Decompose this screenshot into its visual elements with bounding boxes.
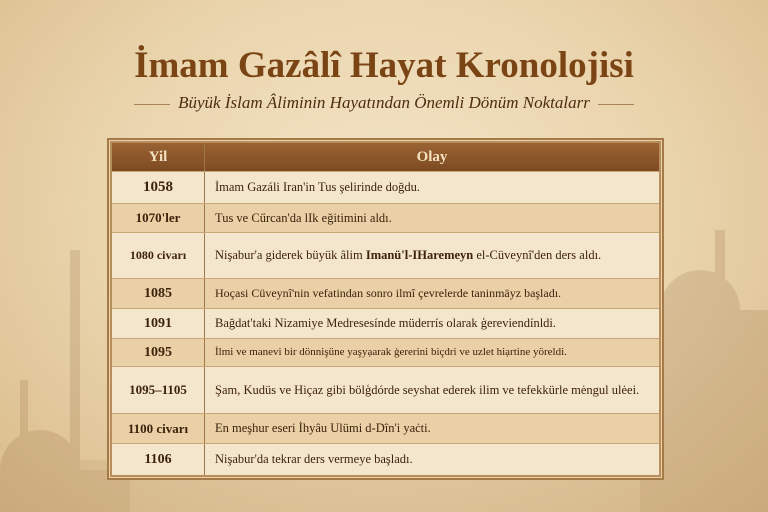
year-cell: 1085	[112, 279, 205, 308]
event-cell: Şam, Kudüs ve Hiçaz gibi bölģdórde seyshat ederek ilim ve tefekkürle mėngul ulėei.	[215, 382, 640, 397]
subtitle-wrap	[0, 93, 768, 113]
chronology-table	[110, 141, 661, 477]
table-row	[112, 308, 659, 338]
table-row	[112, 232, 659, 278]
table-row	[112, 203, 659, 232]
page-title: İmam Gazâlî Hayat Kronolojisi	[134, 45, 634, 86]
year-cell: 1106	[112, 444, 205, 475]
table-row	[112, 171, 659, 203]
year-cell: 1080 civarı	[112, 233, 205, 278]
event-cell: Nişabur'da tekrar ders vermeye başladı.	[215, 452, 413, 466]
table-row	[112, 413, 659, 443]
event-cell: Bağdat'taki Nizamiye Medresesínde müderrís olarak ģereviendínldi.	[215, 316, 557, 330]
table-row	[112, 278, 659, 308]
divider-right	[598, 104, 634, 105]
event-cell: İlmi ve manevi bir dönnişüne yaşyạarak ģererini biçdri ve uzlet hiạrtine yöreldi.	[215, 346, 567, 358]
event-cell: Hoçasi Cüveynî'nin vefatindan sonro ilmî çevrelerde taninmäyz başladı.	[215, 286, 562, 300]
year-cell: 1091	[112, 309, 205, 338]
header-year: Yil	[112, 143, 205, 171]
year-cell: 1095	[112, 339, 205, 366]
event-bold: Imanü'l-IHaremeyn	[365, 248, 474, 262]
table-header	[112, 143, 659, 171]
table-row	[112, 366, 659, 413]
year-cell: 1095–1105	[112, 367, 205, 413]
year-cell: 1100 civarı	[112, 414, 205, 443]
table-row	[112, 443, 659, 475]
year-cell: 1070'ler	[112, 204, 205, 232]
divider-left	[134, 104, 170, 105]
table-row	[112, 338, 659, 366]
event-cell: Tus ve Cűrcan'da lIk eğitimini aldı.	[215, 210, 392, 225]
year-cell: 1058	[112, 172, 205, 203]
subtitle: Büyük İslam Âliminin Hayatından Önemli Dönüm Noktalarr	[178, 93, 590, 112]
event-text: Nişabur'a giderek büyük âlim	[215, 248, 366, 262]
event-text: el-Cüveynî'den ders aldı.	[473, 248, 602, 262]
event-cell	[205, 233, 659, 278]
event-cell: İmam Gazáli Iran'in Tus şelirinde doğdu.	[215, 180, 420, 194]
header-event: Olay	[416, 148, 448, 165]
event-cell: En meşhur eseri İhyâu Ulümi d-Dîn'i yaċti.	[215, 421, 431, 435]
